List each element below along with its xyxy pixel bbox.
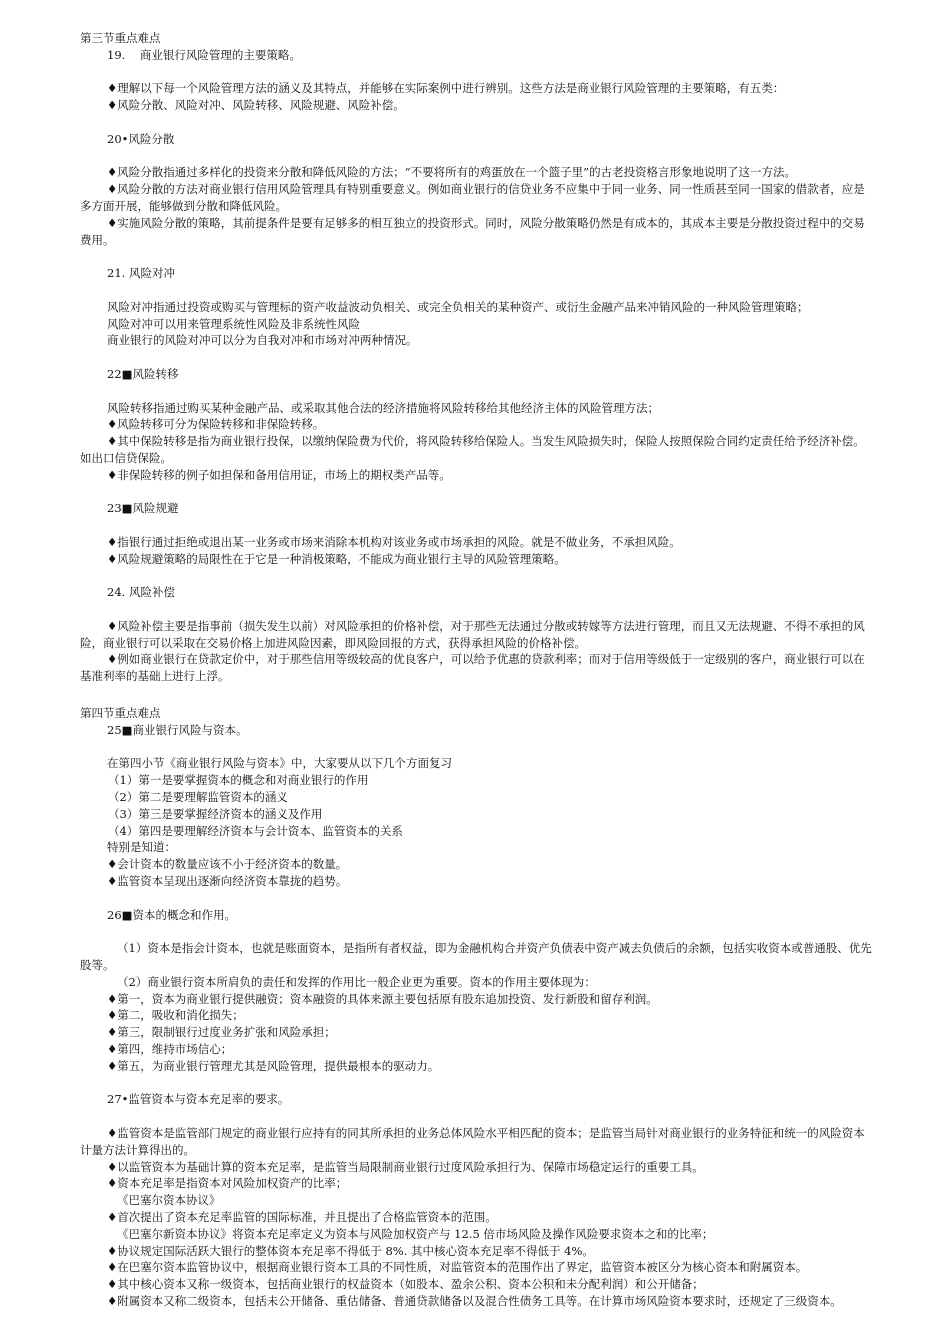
spacer bbox=[80, 1075, 872, 1092]
spacer bbox=[80, 282, 872, 299]
item-heading: 21. 风险对冲 bbox=[107, 266, 175, 281]
list-line: （3）第三是要掌握经济资本的涵义及作用 bbox=[108, 806, 323, 821]
bullet-line: ♦第四，维持市场信心； bbox=[107, 1042, 233, 1057]
bullet-line: ♦监管资本是监管部门规定的商业银行应持有的同其所承担的业务总体风险水平相匹配的资本；是监管当局针对商业银行的业务特征和统一的风险资本计量方法计算得出的。 bbox=[80, 1126, 865, 1157]
bullet-line: ♦实施风险分散的策略，其前提条件是要有足够多的相互独立的投资形式。同时，风险分散策略仍然是有成本的，其成本主要是分散投资过程中的交易费用。 bbox=[80, 215, 865, 247]
body-line: 风险转移指通过购买某种金融产品、或采取其他合法的经济措施将风险转移给其他经济主体的风险管理方法； bbox=[107, 400, 659, 415]
bullet-line: ♦理解以下每一个风险管理方法的涵义及其特点，并能够在实际案例中进行辨别。这些方法是商业银行风险管理的主要策略，有五类： bbox=[107, 81, 785, 96]
body-line: 风险对冲指通过投资或购买与管理标的资产收益波动负相关、或完全负相关的某种资产、或衍生金融产品来冲销风险的一种风险管理策略； bbox=[107, 299, 809, 314]
spacer bbox=[80, 64, 872, 81]
spacer bbox=[80, 484, 872, 501]
body-line: 《巴塞尔资本协议》 bbox=[117, 1193, 221, 1208]
bullet-line: ♦第三，限制银行过度业务扩张和风险承担； bbox=[107, 1025, 336, 1040]
bullet-line: ♦其中保险转移是指为商业银行投保，以缴纳保险费为代价，将风险转移给保险人。当发生风险损失时，保险人按照保险合同约定责任给予经济补偿。如出口信贷保险。 bbox=[80, 434, 865, 465]
section-heading: 第四节重点难点 bbox=[80, 706, 161, 721]
bullet-line: ♦非保险转移的例子如担保和备用信用证，市场上的期权类产品等。 bbox=[107, 467, 451, 482]
bullet-line: ♦会计资本的数量应该不小于经济资本的数量。 bbox=[107, 857, 348, 872]
spacer bbox=[80, 739, 872, 756]
list-line: （4）第四是要理解经济资本与会计资本、监管资本的关系 bbox=[108, 823, 403, 838]
spacer bbox=[80, 248, 872, 265]
list-line: （1）资本是指会计资本，也就是账面资本，是指所有者权益，即为金融机构合并资产负债表中资产减去负债后的余额，包括实收资本或普通股、优先股等。 bbox=[80, 941, 872, 973]
bullet-line: ♦在巴塞尔资本监管协议中，根据商业银行资本工具的不同性质，对监管资本的范围作出了界定，监管资本被区分为核心资本和附属资本。 bbox=[107, 1260, 808, 1275]
bullet-line: ♦风险转移可分为保险转移和非保险转移。 bbox=[107, 417, 325, 432]
spacer bbox=[80, 517, 872, 534]
body-line: 风险对冲可以用来管理系统性风险及非系统性风险 bbox=[107, 316, 360, 331]
spacer bbox=[80, 923, 872, 940]
body-line: 商业银行的风险对冲可以分为自我对冲和市场对冲两种情况。 bbox=[107, 333, 418, 348]
bullet-line: ♦第五，为商业银行管理尤其是风险管理，提供最根本的驱动力。 bbox=[107, 1058, 440, 1073]
spacer bbox=[80, 349, 872, 366]
section-heading: 第三节重点难点 bbox=[80, 31, 161, 45]
bullet-line: ♦例如商业银行在贷款定价中，对于那些信用等级较高的优良客户，可以给予优惠的贷款利率；而对于信用等级低于一定级别的客户，商业银行可以在基准利率的基础上进行上浮。 bbox=[80, 652, 865, 684]
bullet-line: ♦风险补偿主要是指事前（损失发生以前）对风险承担的价格补偿，对于那些无法通过分散或转嫁等方法进行管理，而且又无法规避、不得不承担的风险，商业银行可以采取在交易价格上加进风险因素，即风险回报的方式，获得承担风险的价格补偿。 bbox=[80, 618, 865, 650]
bullet-line: ♦风险分散、风险对冲、风险转移、风险规避、风险补偿。 bbox=[107, 98, 405, 113]
bullet-line: ♦以监管资本为基础计算的资本充足率，是监管当局限制商业银行过度风险承担行为、保障市场稳定运行的重要工具。 bbox=[107, 1159, 704, 1174]
spacer bbox=[80, 1108, 872, 1125]
spacer bbox=[80, 601, 872, 618]
bullet-line: ♦协议规定国际活跃大银行的整体资本充足率不得低于 8%. 其中核心资本充足率不得低于 4%。 bbox=[107, 1243, 594, 1258]
bullet-line: ♦资本充足率是指资本对风险加权资产的比率； bbox=[107, 1176, 348, 1191]
list-line: （2）第二是要理解监管资本的涵义 bbox=[108, 790, 288, 805]
item-heading: 27•监管资本与资本充足率的要求。 bbox=[107, 1092, 290, 1107]
spacer bbox=[80, 114, 872, 131]
item-heading: 24. 风险补偿 bbox=[107, 585, 175, 600]
bullet-line: ♦首次提出了资本充足率监管的国际标准，并且提出了合格监管资本的范围。 bbox=[107, 1209, 497, 1224]
item-heading: 25■商业银行风险与资本。 bbox=[107, 722, 248, 737]
spacer bbox=[80, 383, 872, 400]
list-line: （2）商业银行资本所肩负的责任和发挥的作用比一般企业更为重要。资本的作用主要体现为： bbox=[117, 974, 596, 989]
item-heading: 20•风险分散 bbox=[107, 131, 175, 146]
bullet-line: ♦附属资本又称二级资本，包括未公开储备、重估储备、普通贷款储备以及混合性债务工具等。在计算市场风险资本要求时，还规定了三级资本。 bbox=[107, 1293, 842, 1308]
bullet-line: ♦监管资本呈现出逐渐向经济资本靠拢的趋势。 bbox=[107, 874, 348, 889]
bullet-line: ♦风险分散的方法对商业银行信用风险管理具有特别重要意义。例如商业银行的信贷业务不应集中于同一业务、同一性质甚至同一国家的借款者，应是多方面开展，能够做到分散和降低风险。 bbox=[80, 182, 865, 213]
spacer bbox=[80, 148, 872, 165]
list-line: （1）第一是要掌握资本的概念和对商业银行的作用 bbox=[108, 773, 369, 788]
spacer bbox=[80, 685, 872, 705]
body-line: 《巴塞尔新资本协议》将资本充足率定义为资本与风险加权资产与 12.5 倍市场风险及操作风险要求资本之和的比率； bbox=[117, 1226, 714, 1241]
item-heading: 23■风险规避 bbox=[107, 501, 179, 516]
item-heading: 22■风险转移 bbox=[107, 366, 179, 381]
item-heading: 19. 商业银行风险管理的主要策略。 bbox=[107, 47, 301, 62]
bullet-line: ♦第一，资本为商业银行提供融资；资本融资的具体来源主要包括原有股东追加投资、发行新股和留存利润。 bbox=[107, 991, 658, 1006]
spacer bbox=[80, 890, 872, 907]
spacer bbox=[80, 568, 872, 585]
bullet-line: ♦风险规避策略的局限性在于它是一种消极策略，不能成为商业银行主导的风险管理策略。 bbox=[107, 551, 566, 566]
bullet-line: ♦第二，吸收和消化损失； bbox=[107, 1008, 244, 1023]
body-line: 在第四小节《商业银行风险与资本》中，大家要从以下几个方面复习 bbox=[107, 756, 452, 771]
bullet-line: ♦其中核心资本又称一级资本，包括商业银行的权益资本（如股本、盈余公积、资本公积和未分配利润）和公开储备； bbox=[107, 1277, 704, 1292]
bullet-line: ♦指银行通过拒绝或退出某一业务或市场来消除本机构对该业务或市场承担的风险。就是不做业务，不承担风险。 bbox=[107, 534, 681, 549]
body-line: 特别是知道： bbox=[107, 840, 176, 855]
document-page bbox=[80, 30, 872, 1310]
bullet-line: ♦风险分散指通过多样化的投资来分散和降低风险的方法；“不要将所有的鸡蛋放在一个篮子里”的古老投资格言形象地说明了这一方法。 bbox=[107, 165, 797, 180]
item-heading: 26■资本的概念和作用。 bbox=[107, 907, 236, 922]
